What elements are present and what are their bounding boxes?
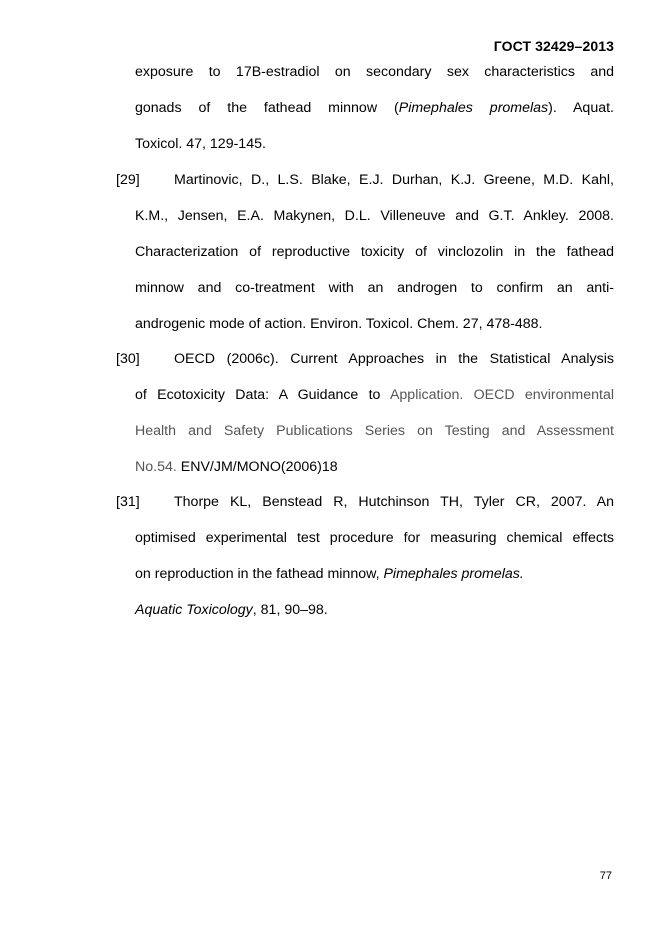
- reference-line: gonads of the fathead minnow (Pimephales promelas). Aquat.: [135, 100, 614, 116]
- standard-code: ГОСТ 32429–2013: [493, 38, 614, 54]
- reference-line: Thorpe KL, Benstead R, Hutchinson TH, Tyler CR, 2007. An: [174, 494, 614, 510]
- reference-line: exposure to 17B-estradiol on secondary sex characteristics and: [135, 64, 614, 80]
- page-number: 77: [599, 870, 612, 882]
- reference-line: minnow and co-treatment with an androgen to confirm an anti-: [135, 280, 614, 296]
- reference-number: [31]: [116, 494, 140, 510]
- reference-line: Health and Safety Publications Series on Testing and Assessment: [135, 423, 614, 439]
- reference-line: K.M., Jensen, E.A. Makynen, D.L. Villeneuve and G.T. Ankley. 2008.: [135, 208, 614, 224]
- reference-line: OECD (2006c). Current Approaches in the Statistical Analysis: [174, 351, 614, 367]
- reference-line: optimised experimental test procedure for measuring chemical effects: [135, 530, 614, 546]
- reference-line: Characterization of reproductive toxicity of vinclozolin in the fathead: [135, 244, 614, 260]
- reference-line: of Ecotoxicity Data: A Guidance to Application. OECD environmental: [135, 387, 614, 403]
- reference-line: Toxicol. 47, 129-145.: [135, 136, 266, 152]
- reference-line: No.54. ENV/JM/MONO(2006)18: [135, 459, 338, 475]
- reference-line: on reproduction in the fathead minnow, Pimephales promelas.: [135, 566, 524, 582]
- reference-line: Martinovic, D., L.S. Blake, E.J. Durhan, K.J. Greene, M.D. Kahl,: [174, 172, 614, 188]
- reference-line: Aquatic Toxicology, 81, 90–98.: [135, 602, 328, 618]
- reference-number: [30]: [116, 351, 140, 367]
- reference-line: androgenic mode of action. Environ. Toxicol. Chem. 27, 478-488.: [135, 316, 543, 332]
- reference-number: [29]: [116, 172, 140, 188]
